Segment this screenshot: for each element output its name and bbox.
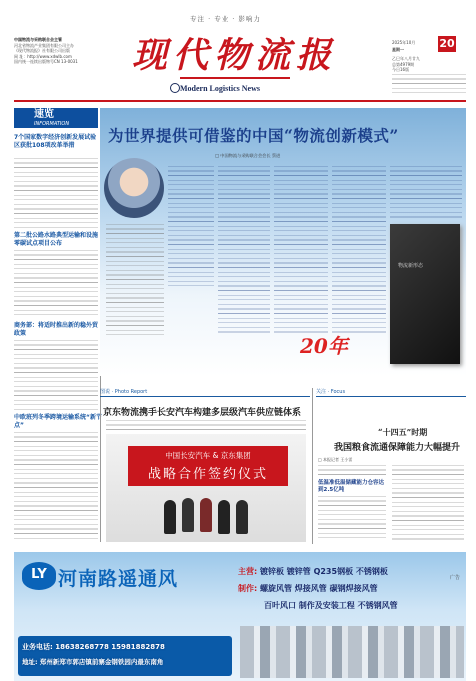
sidebar-headline[interactable]: 第二批公路水路典型运输和设施零碳试点项目公布 bbox=[14, 232, 99, 247]
book-cover-image bbox=[390, 224, 460, 364]
sidebar-headline[interactable]: 7个国家数字经济创新发展试验区获批108项改革举措 bbox=[14, 134, 97, 149]
sidebar-headline[interactable]: 中欧班列冬季跨境运输系统“新节点” bbox=[14, 414, 102, 429]
ad-main-text: 镀锌板 镀锌管 Q235钢板 不锈钢板 bbox=[260, 567, 388, 576]
column-divider bbox=[312, 388, 313, 544]
lead-body-text bbox=[218, 166, 270, 336]
ceremony-banner-line2: 战略合作签约仪式 bbox=[147, 467, 268, 482]
publisher-line: 中国物流与采购联合会主管 bbox=[14, 37, 62, 42]
focus-section-label: 关注 · Focus bbox=[316, 389, 346, 395]
person-figure bbox=[200, 498, 212, 532]
ceremony-banner bbox=[128, 446, 288, 486]
person-figure bbox=[236, 500, 248, 534]
logo-globe-icon bbox=[170, 83, 180, 93]
sidebar-body-text bbox=[14, 250, 98, 318]
photo-body-text bbox=[196, 420, 306, 434]
ad-make-label: 制作: bbox=[238, 584, 258, 593]
ad-made-products bbox=[238, 583, 378, 594]
sidebar-body-text bbox=[14, 432, 98, 540]
ad-main-label: 主营: bbox=[238, 567, 258, 576]
author-portrait bbox=[104, 158, 164, 218]
signing-ceremony-photo bbox=[106, 434, 306, 542]
lead-body-text bbox=[168, 166, 214, 286]
masthead-underline bbox=[180, 77, 290, 79]
publisher-line[interactable]: 网 址：http://www.xdwlb.com bbox=[14, 53, 72, 59]
lead-title[interactable]: 为世界提供可借鉴的中国“物流创新模式” bbox=[108, 126, 399, 145]
person-figure bbox=[164, 500, 176, 534]
duct-products-image bbox=[240, 626, 464, 678]
focus-section-header bbox=[316, 388, 466, 397]
header-rule bbox=[14, 100, 466, 102]
person-figure bbox=[218, 500, 230, 534]
issue-info bbox=[392, 56, 464, 73]
masthead-slogan: 专注 · 专业 · 影响力 bbox=[190, 15, 261, 23]
issue-line: 今日16版 bbox=[392, 67, 410, 73]
anniversary-stamp: 20年 bbox=[300, 334, 348, 358]
company-name: 河南路遥通风 bbox=[58, 568, 179, 590]
english-name: Modern Logistics News bbox=[180, 84, 260, 93]
sidebar-label-en: INFORMATION bbox=[34, 121, 70, 127]
sidebar-label bbox=[14, 108, 98, 128]
book-title: 物流新形态 bbox=[398, 263, 424, 269]
person-figure bbox=[182, 498, 194, 532]
ad-phone: 业务电话: 18638268778 15981882878 bbox=[22, 643, 165, 651]
masthead-title: 现代物流报 bbox=[132, 35, 338, 76]
focus-title-line2[interactable]: 我国粮食流通保障能力大幅提升 bbox=[334, 443, 461, 453]
photo-section-label: 图说 · Photo Report bbox=[100, 389, 148, 395]
sidebar-body-text bbox=[14, 158, 98, 228]
focus-author: □ 本报记者 王小雷 bbox=[318, 457, 353, 462]
ad-tag: 广告 bbox=[450, 575, 461, 581]
lead-body-text bbox=[390, 166, 462, 220]
lead-body-text bbox=[332, 166, 386, 336]
publisher-info bbox=[14, 37, 114, 65]
company-logo: LY bbox=[22, 562, 56, 590]
sidebar-headline[interactable]: 商务部：将适时推出新的稳外贸政策 bbox=[14, 322, 99, 337]
ad-main-products bbox=[238, 566, 388, 577]
date-line: 2025年10月 bbox=[392, 40, 416, 45]
focus-subhead: 低温准低温储藏能力仓容达到2.5亿吨 bbox=[318, 480, 385, 493]
sidebar-label-text: 速览 bbox=[34, 109, 54, 120]
photo-report-title[interactable]: 京东物流携手长安汽车构建多层级汽车供应链体系 bbox=[102, 408, 301, 418]
focus-body-text bbox=[318, 496, 386, 542]
publisher-line: 河北省物流产业集团有限公司主办 bbox=[14, 42, 74, 48]
focus-body-text bbox=[318, 465, 386, 477]
sidebar-body-text bbox=[14, 340, 98, 410]
lead-body-text bbox=[274, 166, 328, 336]
ad-extra-products: 百叶风口 制作及安装工程 不锈钢风管 bbox=[264, 601, 398, 610]
focus-body-text bbox=[392, 465, 464, 542]
ad-make-text: 螺旋风管 焊接风管 碳钢焊接风管 bbox=[260, 584, 378, 593]
lead-author: □ 中国物流与采购联合会会长 蔡进 bbox=[215, 153, 281, 158]
ad-address: 地址: 郑州新郑市郭店镇前寨金钢铁园内最东南角 bbox=[22, 658, 164, 666]
publisher-line: 国内统一连续出版物号CN 13-0031 bbox=[14, 59, 78, 65]
issue-fineprint bbox=[392, 74, 466, 94]
photo-body-text bbox=[106, 420, 196, 432]
photo-section-header bbox=[100, 388, 310, 397]
issue-line: 总第4979期 bbox=[392, 61, 415, 67]
issue-line: 乙巳年八月廿九 bbox=[392, 56, 420, 61]
weekday: 星期一 bbox=[392, 47, 404, 52]
focus-title-line1[interactable]: “十四五”时期 bbox=[378, 427, 428, 437]
ceremony-banner-line1: 中国长安汽车 & 京东集团 bbox=[165, 451, 251, 460]
date-day: 20 bbox=[439, 37, 455, 50]
publisher-line: 《现代物流报》社有限公司出版 bbox=[14, 48, 70, 54]
lead-body-text bbox=[106, 224, 164, 336]
